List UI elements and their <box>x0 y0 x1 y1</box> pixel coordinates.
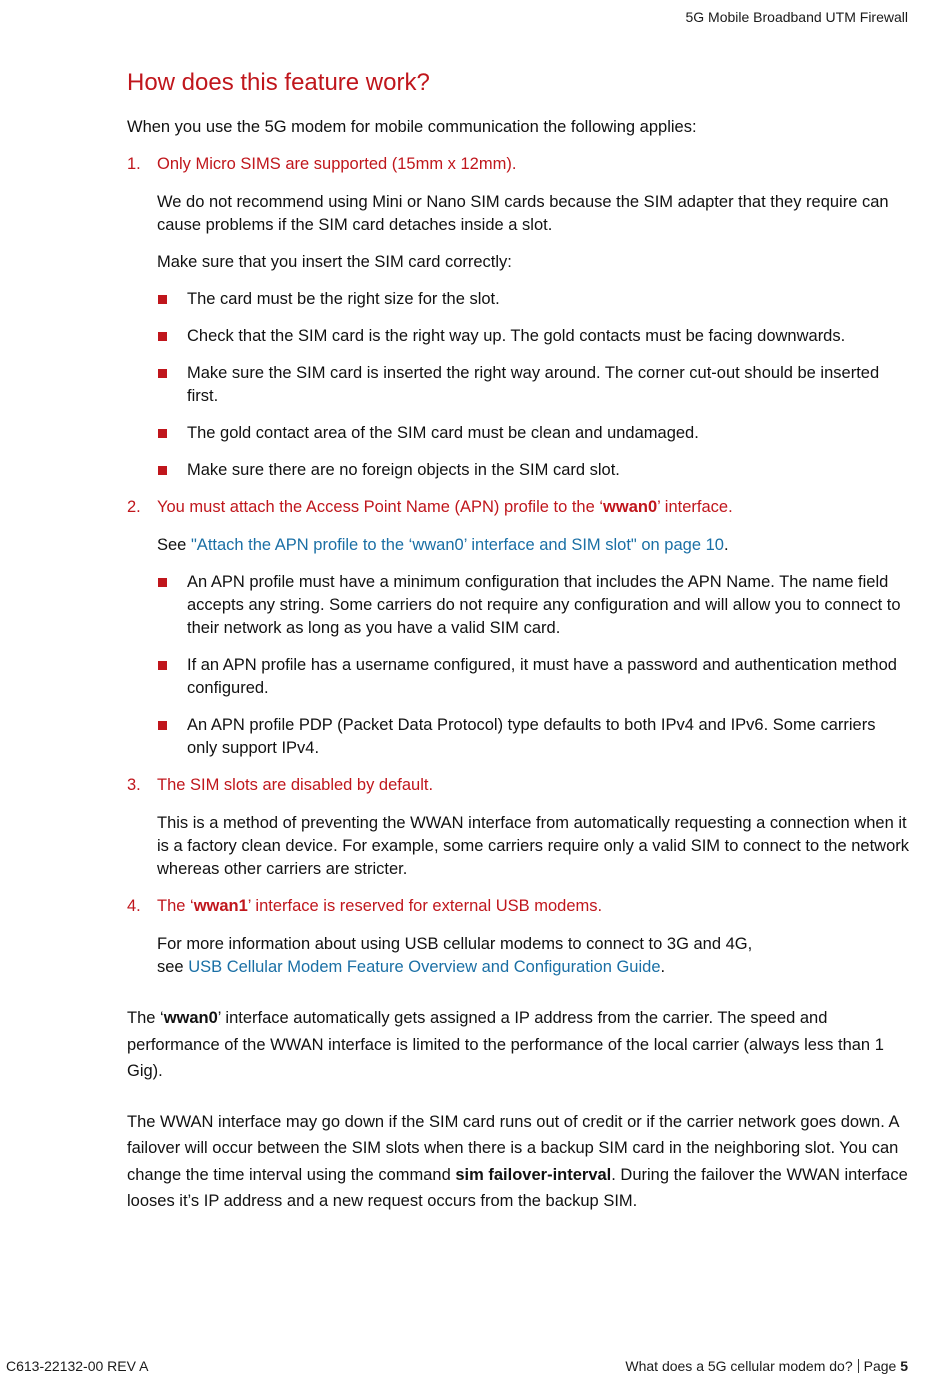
item-heading <box>127 895 909 918</box>
bullet-text: The card must be the right size for the slot. <box>187 290 500 308</box>
page-content <box>127 66 909 1239</box>
numbered-item-2 <box>127 496 909 760</box>
item-heading-text: ’ interface. <box>657 498 733 516</box>
square-bullet-icon <box>158 661 167 670</box>
item-heading-text: You must attach the Access Point Name (APN) profile to the ‘ <box>157 498 604 516</box>
item-heading <box>127 496 909 519</box>
intro-text: When you use the 5G modem for mobile communication the following applies: <box>127 118 697 136</box>
bullet-item <box>157 288 909 311</box>
interface-name: wwan0 <box>163 1009 218 1027</box>
numbered-item-4 <box>127 895 909 979</box>
item-number: 4. <box>127 897 141 915</box>
page-label: Page <box>863 1358 901 1374</box>
page-number: 5 <box>900 1358 908 1374</box>
bullet-item <box>157 654 909 700</box>
square-bullet-icon <box>158 578 167 587</box>
item-paragraph: Make sure that you insert the SIM card correctly: <box>157 253 512 271</box>
footer-divider <box>858 1359 859 1373</box>
see-text: See <box>157 536 191 554</box>
item-heading-text: The ‘ <box>157 897 194 915</box>
item-heading-text: ’ interface is reserved for external USB modems. <box>247 897 603 915</box>
command-name: sim failover-interval <box>455 1165 612 1184</box>
bullet-text: Check that the SIM card is the right way up. The gold contacts must be facing downwards. <box>187 327 846 345</box>
cross-reference-paragraph <box>157 933 909 979</box>
bullet-text: Make sure there are no foreign objects in the SIM card slot. <box>187 461 620 479</box>
item-number: 3. <box>127 776 141 794</box>
section-heading: How does this feature work? <box>127 69 430 96</box>
bullet-text: The gold contact area of the SIM card must be clean and undamaged. <box>187 424 699 442</box>
numbered-item-1 <box>127 153 909 482</box>
square-bullet-icon <box>158 369 167 378</box>
item-paragraph: We do not recommend using Mini or Nano SIM cards because the SIM adapter that they require can cause problems if the SIM card detaches inside a slot. <box>157 193 889 234</box>
body-paragraph <box>127 1005 909 1085</box>
body-text: The ‘ <box>127 1009 164 1027</box>
square-bullet-icon <box>158 429 167 438</box>
bullet-text: An APN profile PDP (Packet Data Protocol) type defaults to both IPv4 and IPv6. Some carriers only support IPv4. <box>187 716 876 757</box>
body-paragraph <box>127 1109 909 1215</box>
body-text: The WWAN interface may go down if the SIM card runs out of credit or if the carrier network goes down. A failover will occur between the SIM slots when there is a backup SIM card in the neighboring slot. You can change the time interval using the command <box>127 1112 899 1184</box>
interface-name: wwan0 <box>603 498 658 516</box>
body-text: ’ interface automatically gets assigned a IP address from the carrier. The speed and performance of the WWAN interface is limited to the performance of the local carrier (always less than 1 Gig). <box>127 1009 884 1080</box>
item-heading-text: The SIM slots are disabled by default. <box>157 776 434 794</box>
bullet-list <box>157 571 909 760</box>
bullet-text: An APN profile must have a minimum configuration that includes the APN Name. The name field accepts any string. Some carriers do not require any configuration and will allow you to connect to their network as long as you have a valid SIM card. <box>187 573 901 637</box>
item-number: 2. <box>127 498 141 516</box>
bullet-text: Make sure the SIM card is inserted the right way around. The corner cut-out should be inserted first. <box>187 364 880 405</box>
item-heading <box>127 774 909 797</box>
square-bullet-icon <box>158 466 167 475</box>
document-id: C613-22132-00 REV A <box>6 1358 149 1374</box>
item-heading <box>127 153 909 176</box>
square-bullet-icon <box>158 295 167 304</box>
punctuation: . <box>723 536 729 554</box>
bullet-list <box>157 288 909 482</box>
item-paragraph: This is a method of preventing the WWAN interface from automatically requesting a connection when it is a factory clean device. For example, some carriers require only a valid SIM to connect to the network whereas other carriers are stricter. <box>157 814 909 878</box>
item-heading-text: Only Micro SIMS are supported (15mm x 12mm). <box>157 155 517 173</box>
bullet-item <box>157 571 909 640</box>
bullet-text: If an APN profile has a username configured, it must have a password and authentication method configured. <box>187 656 897 697</box>
chapter-title: What does a 5G cellular modem do? <box>625 1358 853 1374</box>
item-paragraph-text: For more information about using USB cellular modems to connect to 3G and 4G, <box>157 935 753 953</box>
bullet-item <box>157 714 909 760</box>
bullet-item <box>157 325 909 348</box>
square-bullet-icon <box>158 721 167 730</box>
square-bullet-icon <box>158 332 167 341</box>
cross-reference-paragraph <box>157 534 909 557</box>
bullet-item <box>157 422 909 445</box>
usb-modem-guide-link[interactable]: USB Cellular Modem Feature Overview and Configuration Guide <box>188 958 661 976</box>
body-text: . During the failover the WWAN interface looses it’s IP address and a new request occurs from the backup SIM. <box>127 1165 908 1210</box>
punctuation: . <box>660 958 666 976</box>
bullet-item <box>157 459 909 482</box>
see-text: see <box>157 958 189 976</box>
numbered-item-3 <box>127 774 909 881</box>
item-number: 1. <box>127 155 141 173</box>
interface-name: wwan1 <box>193 897 248 915</box>
running-header: 5G Mobile Broadband UTM Firewall <box>685 9 908 25</box>
page-footer <box>625 1358 908 1374</box>
bullet-item <box>157 362 909 408</box>
apn-profile-link[interactable]: "Attach the APN profile to the ‘wwan0’ interface and SIM slot" on page 10 <box>190 536 724 554</box>
